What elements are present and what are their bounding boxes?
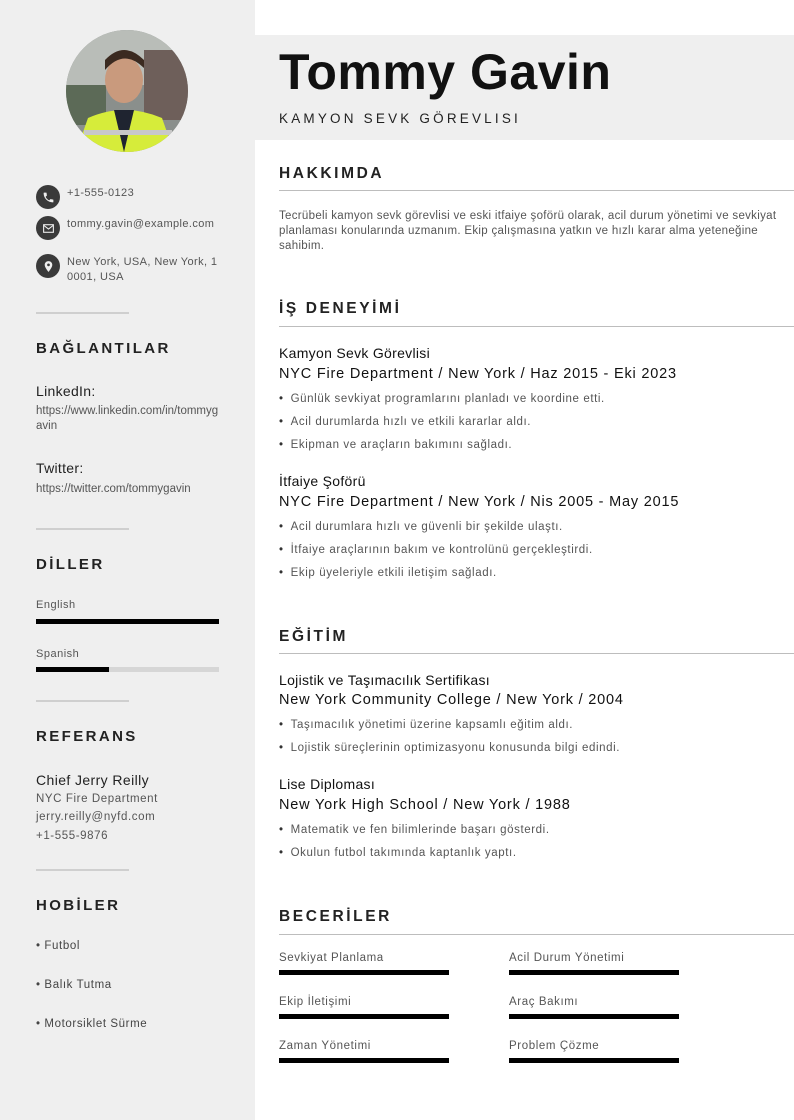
skill-name: Sevkiyat Planlama [279, 952, 384, 964]
education-title: Lise Diploması [279, 776, 376, 792]
references-heading: REFERANS [36, 728, 138, 745]
job-subtitle: NYC Fire Department / New York / Haz 2015 - Eki 2023 [279, 366, 677, 382]
skill-level-fill [509, 1058, 679, 1063]
profile-photo [66, 30, 188, 152]
job-subtitle: NYC Fire Department / New York / Nis 2005 - May 2015 [279, 494, 680, 510]
address-text: New York, USA, New York, 10001, USA [67, 256, 218, 283]
hobby-label: Futbol [44, 940, 80, 952]
job-bullet: • Ekip üyeleriyle etkili iletişim sağladı. [279, 567, 497, 579]
skill-name: Araç Bakımı [509, 996, 579, 1008]
skill-level-fill [509, 970, 679, 975]
job-title: İtfaiye Şoförü [279, 473, 366, 489]
hobby-item: • Balık Tutma [36, 979, 112, 991]
skill-level-bar [279, 970, 449, 975]
skills-heading: BECERİLER [279, 908, 392, 925]
skill-name: Problem Çözme [509, 1040, 600, 1052]
sidebar [0, 0, 255, 1120]
skill-level-bar [279, 1058, 449, 1063]
divider [36, 312, 129, 314]
education-bullet: • Lojistik süreçlerinin optimizasyonu konusunda bilgi edindi. [279, 742, 620, 754]
skill-level-fill [279, 970, 449, 975]
section-divider [279, 190, 794, 191]
linkedin-link[interactable]: https://www.linkedin.com/in/tommygavin [36, 405, 219, 432]
reference-email[interactable]: jerry.reilly@nyfd.com [36, 811, 156, 823]
skill-level-fill [279, 1014, 449, 1019]
skill-level-bar [509, 970, 679, 975]
language-name: Spanish [36, 648, 80, 660]
reference-company: NYC Fire Department [36, 793, 158, 805]
skill-level-fill [509, 1014, 679, 1019]
education-heading: EĞİTİM [279, 628, 348, 645]
about-text: Tecrübeli kamyon sevk görevlisi ve eski itfaiye şoförü olarak, acil durum yönetimi ve sevkiyat planlaması konularında uzmanım. Ekip çalışmasına yatkın ve hızlı karar alma yeteneğine sahibim. [279, 210, 777, 252]
phone-text: +1-555-0123 [67, 187, 135, 199]
hobby-label: Motorsiklet Sürme [44, 1018, 148, 1030]
job-bullet: • Acil durumlara hızlı ve güvenli bir şekilde ulaştı. [279, 521, 563, 533]
linkedin-label: LinkedIn: [36, 383, 96, 399]
divider [36, 528, 129, 530]
candidate-name: Tommy Gavin [279, 44, 612, 100]
language-level-fill [36, 667, 109, 672]
about-heading: HAKKIMDA [279, 165, 385, 182]
divider [36, 869, 129, 871]
hobby-label: Balık Tutma [44, 979, 112, 991]
section-divider [279, 934, 794, 935]
education-title: Lojistik ve Taşımacılık Sertifikası [279, 672, 490, 688]
section-divider [279, 653, 794, 654]
phone-icon [36, 185, 60, 209]
education-bullet: • Taşımacılık yönetimi üzerine kapsamlı eğitim aldı. [279, 719, 573, 731]
job-role: KAMYON SEVK GÖREVLISI [279, 111, 522, 126]
skill-level-bar [279, 1014, 449, 1019]
hobby-item: • Motorsiklet Sürme [36, 1018, 148, 1030]
languages-heading: DİLLER [36, 556, 105, 573]
contact-address [36, 254, 226, 285]
education-bullet: • Matematik ve fen bilimlerinde başarı gösterdi. [279, 824, 550, 836]
job-bullet: • Günlük sevkiyat programlarını planladı ve koordine etti. [279, 393, 605, 405]
skill-level-bar [509, 1058, 679, 1063]
twitter-link[interactable]: https://twitter.com/tommygavin [36, 483, 191, 495]
education-subtitle: New York Community College / New York / 2004 [279, 692, 624, 708]
skill-level-fill [279, 1058, 449, 1063]
contact-email [36, 216, 226, 240]
language-level-bar [36, 619, 219, 624]
education-bullet: • Okulun futbol takımında kaptanlık yaptı. [279, 847, 517, 859]
email-text[interactable]: tommy.gavin@example.com [67, 218, 215, 230]
reference-phone: +1-555-9876 [36, 830, 109, 842]
language-level-fill [36, 619, 219, 624]
hobby-item: • Futbol [36, 940, 80, 952]
avatar [66, 30, 188, 152]
skill-name: Acil Durum Yönetimi [509, 952, 625, 964]
job-bullet: • İtfaiye araçlarının bakım ve kontrolünü gerçekleştirdi. [279, 544, 593, 556]
skill-level-bar [509, 1014, 679, 1019]
job-bullet: • Acil durumlarda hızlı ve etkili kararlar aldı. [279, 416, 531, 428]
contact-phone [36, 185, 226, 209]
hobbies-heading: HOBİLER [36, 897, 121, 914]
job-bullet: • Ekipman ve araçların bakımını sağladı. [279, 439, 512, 451]
divider [36, 700, 129, 702]
mail-icon [36, 216, 60, 240]
skill-name: Ekip İletişimi [279, 996, 352, 1008]
skill-name: Zaman Yönetimi [279, 1040, 371, 1052]
section-divider [279, 326, 794, 327]
reference-name: Chief Jerry Reilly [36, 772, 149, 788]
language-name: English [36, 599, 76, 611]
language-level-bar [36, 667, 219, 672]
twitter-label: Twitter: [36, 460, 84, 476]
experience-heading: İŞ DENEYİMİ [279, 300, 402, 317]
location-pin-icon [36, 254, 60, 278]
job-title: Kamyon Sevk Görevlisi [279, 345, 431, 361]
education-subtitle: New York High School / New York / 1988 [279, 797, 571, 813]
links-heading: BAĞLANTILAR [36, 340, 171, 357]
